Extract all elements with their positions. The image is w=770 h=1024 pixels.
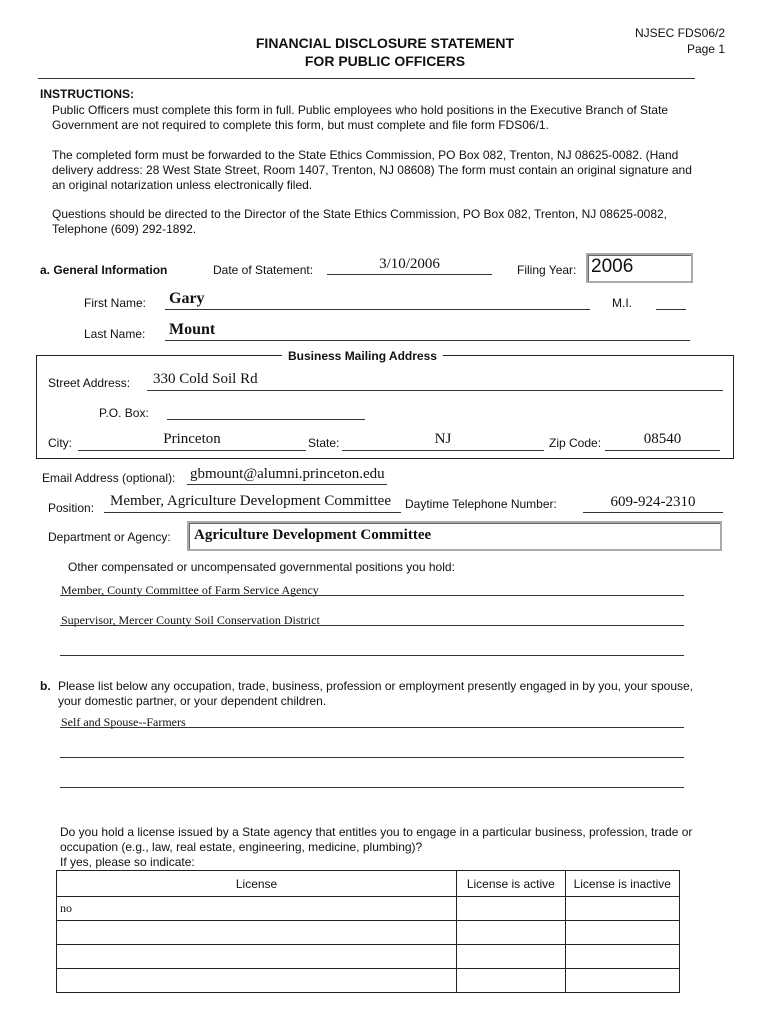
license-inactive-cell[interactable] [565,897,679,921]
po-box-label: P.O. Box: [99,406,149,420]
form-title-line2: FOR PUBLIC OFFICERS [304,53,466,69]
form-code-text: NJSEC FDS06/2 [634,26,725,40]
license-table-row [57,969,680,993]
other-position-line-3[interactable] [60,655,684,656]
filing-year-label: Filing Year: [517,263,577,277]
occupation-line-1-value: Self and Spouse--Farmers [61,715,186,729]
license-if-yes: If yes, please so indicate: [60,855,195,869]
first-name-label: First Name: [84,296,147,310]
license-active-column-header: License is active [457,871,565,897]
position-label: Position: [48,501,95,515]
street-field[interactable] [147,390,723,391]
instructions-heading: INSTRUCTIONS: [40,87,134,101]
department-label: Department or Agency: [48,530,171,544]
general-info-heading: a. General Information [40,263,168,277]
mi-field[interactable] [656,309,686,310]
form-title [200,34,570,70]
license-inactive-cell[interactable] [565,969,679,993]
other-position-line-2-value: Supervisor, Mercer County Soil Conservation District [61,613,320,627]
license-inactive-cell[interactable] [565,921,679,945]
license-table-row [57,897,680,921]
instructions-paragraph-2: The completed form must be forwarded to the State Ethics Commission, PO Box 082, Trenton, NJ 08625-0082. (Hand delivery address: 28 West State Street, Room 1407, Trenton, NJ 08608) The form must contain an original signature and an original notarization unless electronically filed. [52,148,692,192]
zip-value: 08540 [643,431,682,447]
other-position-line-1-value: Member, County Committee of Farm Service Agency [61,583,319,597]
license-column-header: License [57,871,457,897]
last-name-label: Last Name: [84,327,146,341]
license-cell[interactable] [57,897,457,921]
license-inactive-cell[interactable] [565,945,679,969]
occupation-line-2[interactable] [60,757,684,758]
license-active-cell[interactable] [457,897,565,921]
license-cell[interactable] [57,969,457,993]
street-value: 330 Cold Soil Rd [153,371,258,387]
license-active-cell[interactable] [457,921,565,945]
instructions-paragraph-1: Public Officers must complete this form in full. Public employees who hold positions in the Executive Branch of State Government are not required to complete this form, but must complete and file form FDS06/1. [52,103,669,132]
date-field[interactable] [327,274,492,275]
street-label: Street Address: [48,376,131,390]
other-position-line-1[interactable] [60,595,684,596]
email-label: Email Address (optional): [42,471,176,485]
city-field[interactable] [78,450,306,451]
license-cell[interactable] [57,921,457,945]
city-label: City: [48,436,72,450]
state-value: NJ [434,431,452,447]
state-label: State: [308,436,340,450]
other-position-line-2[interactable] [60,625,684,626]
business-address-heading: Business Mailing Address [282,349,443,363]
license-cell-value [57,949,60,963]
form-code [560,25,725,57]
last-name-value: Mount [169,321,216,338]
po-box-field[interactable] [167,419,365,420]
license-table-row [57,945,680,969]
license-inactive-column-header: License is inactive [565,871,679,897]
first-name-value: Gary [169,290,205,307]
phone-label: Daytime Telephone Number: [405,497,557,511]
header-divider [38,78,695,79]
filing-year-value: 2006 [591,256,634,277]
occupation-text: Please list below any occupation, trade, business, profession or employment presently engaged in by you, your spouse, your domestic partner, or your dependent children. [58,679,694,708]
other-positions-label: Other compensated or uncompensated governmental positions you hold: [68,560,455,574]
page-number: Page 1 [686,42,725,56]
license-table-row [57,921,680,945]
city-value: Princeton [163,431,221,447]
occupation-line-1[interactable] [60,727,684,728]
occupation-marker: b. [40,679,51,693]
phone-field[interactable] [583,512,723,513]
email-field[interactable] [187,484,387,485]
last-name-field[interactable] [165,340,690,341]
first-name-field[interactable] [165,309,590,310]
license-table-header [57,871,680,897]
department-value: Agriculture Development Committee [194,527,432,543]
license-cell-value [57,925,60,939]
position-value: Member, Agriculture Development Committee [110,493,391,509]
license-question: Do you hold a license issued by a State agency that entitles you to engage in a particular business, profession, trade or occupation (e.g., law, real estate, engineering, medicine, plumbing)? [60,825,693,854]
license-cell[interactable] [57,945,457,969]
position-field[interactable] [104,512,401,513]
license-cell-value: no [60,901,72,915]
date-label: Date of Statement: [213,263,314,277]
occupation-line-3[interactable] [60,787,684,788]
mi-label: M.I. [612,296,632,310]
email-value: gbmount@alumni.princeton.edu [190,466,385,482]
license-cell-value [57,973,60,987]
zip-field[interactable] [605,450,720,451]
form-title-line1: FINANCIAL DISCLOSURE STATEMENT [255,35,515,51]
date-value: 3/10/2006 [379,256,440,272]
phone-value: 609-924-2310 [610,494,696,510]
license-active-cell[interactable] [457,969,565,993]
license-active-cell[interactable] [457,945,565,969]
instructions-paragraph-3: Questions should be directed to the Director of the State Ethics Commission, PO Box 082, Trenton, NJ 08625-0082, Telephone (609) 292-1892. [52,207,667,236]
state-field[interactable] [342,450,544,451]
license-table [56,870,680,993]
zip-label: Zip Code: [549,436,602,450]
